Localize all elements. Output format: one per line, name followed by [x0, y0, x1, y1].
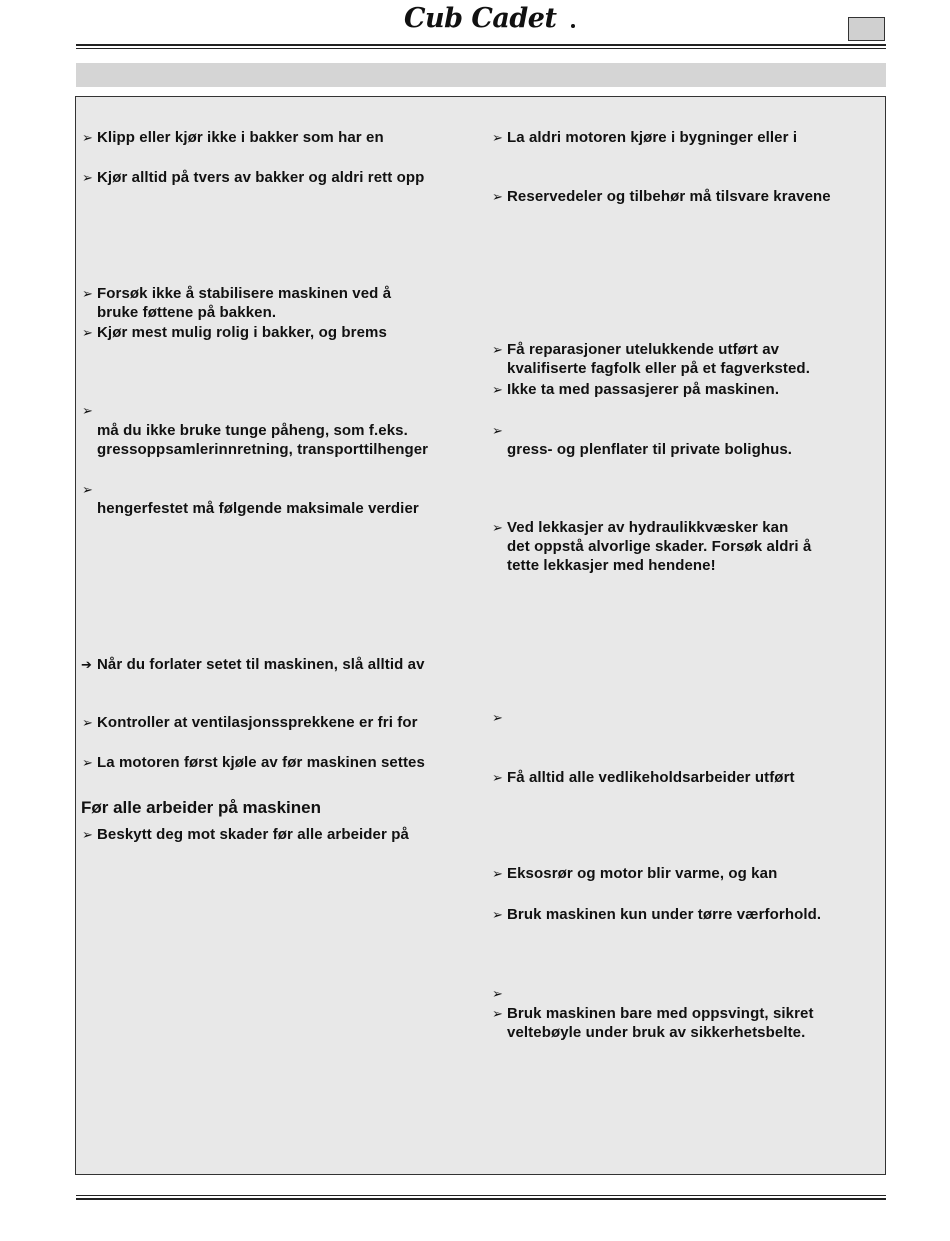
footer-rule-top: [76, 1195, 886, 1196]
bullet-icon: ➢: [82, 403, 93, 418]
right-line-10: Bruk maskinen kun under tørre værforhold.: [507, 906, 822, 923]
bullet-icon: ➢: [492, 382, 503, 397]
right-line-3b: kvalifiserte fagfolk eller på et fagverksted.: [507, 360, 810, 377]
left-line-5b: må du ikke bruke tunge påheng, som f.eks.: [97, 422, 408, 439]
logo-registered-mark: [571, 24, 575, 28]
left-line-6b: hengerfestet må følgende maksimale verdier: [97, 500, 419, 517]
bullet-icon: ➢: [82, 170, 93, 185]
bullet-icon: ➢: [82, 755, 93, 770]
bullet-icon: ➢: [492, 1006, 503, 1021]
right-line-4: Ikke ta med passasjerer på maskinen.: [507, 381, 780, 398]
bullet-icon: ➢: [492, 130, 503, 145]
bullet-icon: ➢: [82, 130, 93, 145]
left-line-10: Beskytt deg mot skader før alle arbeider på: [97, 826, 409, 843]
bullet-icon: ➢: [492, 907, 503, 922]
left-line-1: Klipp eller kjør ikke i bakker som har en: [97, 129, 384, 146]
page-number-box: [848, 17, 885, 41]
left-line-9: La motoren først kjøle av før maskinen settes: [97, 754, 425, 771]
right-line-5b: gress- og plenflater til private bolighus.: [507, 441, 793, 458]
right-line-2: Reservedeler og tilbehør må tilsvare kravene: [507, 188, 831, 205]
bullet-icon: ➢: [82, 827, 93, 842]
right-line-6a: Ved lekkasjer av hydraulikkvæsker kan: [507, 519, 789, 536]
bullet-icon: ➢: [492, 710, 503, 725]
header-rule-bottom: [76, 48, 886, 49]
bullet-icon: ➢: [492, 986, 503, 1001]
arrow-bullet-icon: ➔: [81, 657, 92, 672]
left-line-2: Kjør alltid på tvers av bakker og aldri rett opp: [97, 169, 425, 186]
section-heading: Før alle arbeider på maskinen: [81, 798, 321, 817]
bullet-icon: ➢: [82, 715, 93, 730]
cub-cadet-logo: Cub Cadet: [404, 3, 557, 34]
bullet-icon: ➢: [82, 325, 93, 340]
right-line-6b: det oppstå alvorlige skader. Forsøk aldri å: [507, 538, 812, 555]
left-line-3a: Forsøk ikke å stabilisere maskinen ved å: [97, 285, 392, 302]
bullet-icon: ➢: [492, 189, 503, 204]
left-line-3b: bruke føttene på bakken.: [97, 304, 277, 321]
bullet-icon: ➢: [82, 286, 93, 301]
right-line-8: Få alltid alle vedlikeholdsarbeider utført: [507, 769, 795, 786]
left-line-5c: gressoppsamlerinnretning, transporttilhenger: [97, 441, 429, 458]
left-line-4: Kjør mest mulig rolig i bakker, og brems: [97, 324, 387, 341]
bullet-icon: ➢: [82, 482, 93, 497]
right-line-1: La aldri motoren kjøre i bygninger eller i: [507, 129, 798, 146]
bullet-icon: ➢: [492, 423, 503, 438]
section-title-bar: [76, 63, 886, 87]
right-line-9: Eksosrør og motor blir varme, og kan: [507, 865, 778, 882]
bullet-icon: ➢: [492, 520, 503, 535]
left-line-8: Kontroller at ventilasjonssprekkene er fri for: [97, 714, 418, 731]
header-rule-top: [76, 44, 886, 46]
right-line-6c: tette lekkasjer med hendene!: [507, 557, 716, 574]
right-line-12a: Bruk maskinen bare med oppsvingt, sikret: [507, 1005, 814, 1022]
footer-rule-bottom: [76, 1198, 886, 1200]
right-line-12b: veltebøyle under bruk av sikkerhetsbelte.: [507, 1024, 806, 1041]
bullet-icon: ➢: [492, 770, 503, 785]
bullet-icon: ➢: [492, 866, 503, 881]
bullet-icon: ➢: [492, 342, 503, 357]
left-line-7: Når du forlater setet til maskinen, slå alltid av: [97, 656, 425, 673]
right-line-3a: Få reparasjoner utelukkende utført av: [507, 341, 780, 358]
